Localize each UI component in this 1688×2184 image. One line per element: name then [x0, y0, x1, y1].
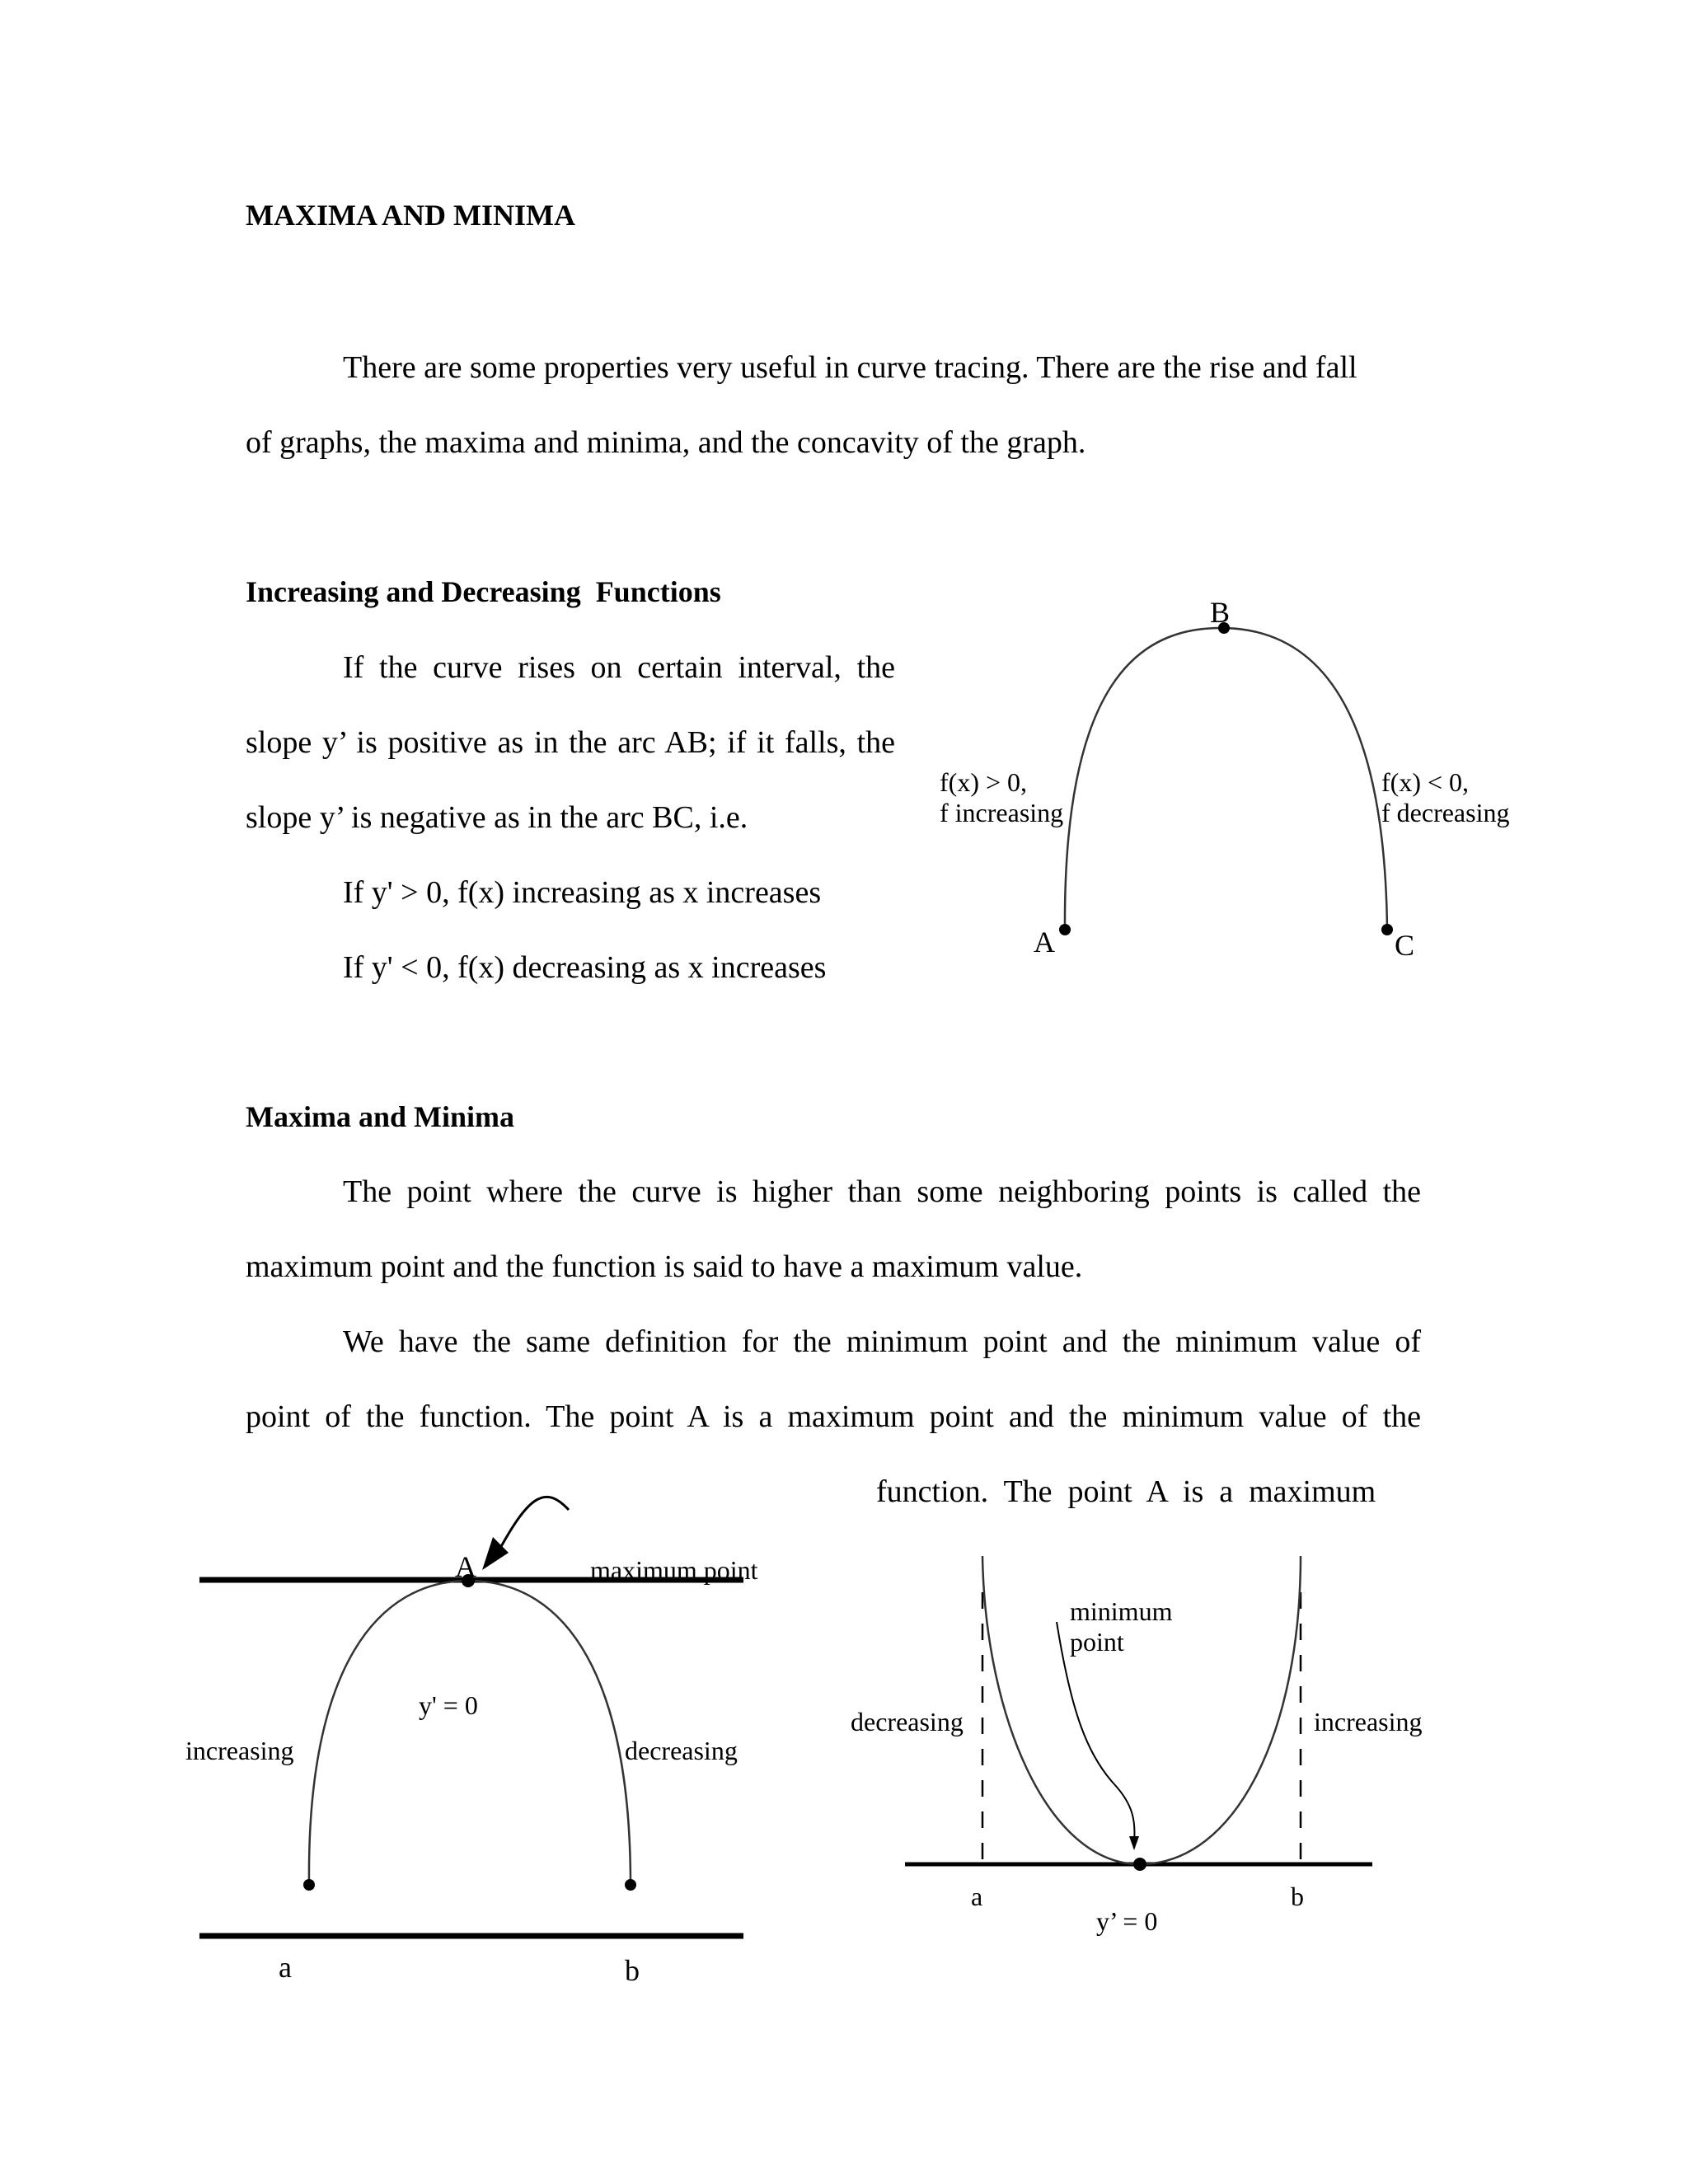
fig1-left-label-line-2: f increasing [940, 798, 1064, 827]
section2-p2-line-3: function. The point A is a maximum [876, 1474, 1376, 1509]
section1-line-2: slope y’ is positive as in the arc AB; if it falls, the [246, 725, 895, 760]
fig2-right-end-dot [625, 1879, 636, 1891]
fig2-label-maximum-point: maximum point [590, 1555, 758, 1585]
rule-positive-slope: If y' > 0, f(x) increasing as x increases [343, 875, 822, 910]
section2-p2-line-1: We have the same definition for the minimum point and the minimum value of [343, 1324, 1421, 1359]
fig3-min-point-dot [1133, 1858, 1146, 1871]
fig1-label-b: B [1210, 596, 1231, 629]
fig3-label-point: point [1070, 1627, 1124, 1657]
fig2-label-slope-zero: y' = 0 [419, 1690, 478, 1720]
fig1-label-a: A [1034, 926, 1055, 958]
intro-line-1: There are some properties very useful in curve tracing. There are the rise and fall [343, 350, 1357, 385]
fig2-left-end-dot [303, 1879, 315, 1891]
section2-p2-line-2: point of the function. The point A is a maximum point and the minimum value of the [246, 1399, 1421, 1434]
fig2-label-decreasing: decreasing [625, 1736, 738, 1765]
rule-negative-slope: If y' < 0, f(x) decreasing as x increases [343, 950, 827, 985]
fig1-left-label-line-1: f(x) > 0, [940, 767, 1028, 797]
fig3-label-x-b: b [1291, 1882, 1304, 1911]
fig2-label-a: A [455, 1550, 476, 1583]
fig1-right-label-line-1: f(x) < 0, [1381, 767, 1470, 797]
fig3-arrow-head [1129, 1836, 1139, 1850]
fig1-point-c-dot [1381, 924, 1393, 935]
fig2-label-x-a: a [279, 1951, 292, 1984]
section1-line-3: slope y’ is negative as in the arc BC, i.e. [246, 800, 748, 835]
fig1-right-label-line-2: f decreasing [1381, 798, 1510, 827]
section1-line-1: If the curve rises on certain interval, the [343, 650, 895, 685]
fig1-arch-diagram [1059, 622, 1393, 935]
intro-line-2: of graphs, the maxima and minima, and the concavity of the graph. [246, 425, 1086, 460]
fig1-label-c: C [1395, 929, 1415, 962]
section-heading-increasing-decreasing: Increasing and Decreasing Functions [246, 575, 721, 608]
section-heading-maxima-minima: Maxima and Minima [246, 1100, 515, 1133]
fig3-label-decreasing: decreasing [851, 1707, 964, 1736]
fig3-label-x-a: a [971, 1882, 983, 1911]
fig2-label-increasing: increasing [185, 1736, 294, 1765]
fig3-label-minimum: minimum [1070, 1596, 1173, 1626]
section2-p1-line-2: maximum point and the function is said to have a maximum value. [246, 1249, 1083, 1284]
fig2-curve [309, 1581, 631, 1885]
section2-p1-line-1: The point where the curve is higher than some neighboring points is called the [343, 1174, 1421, 1209]
page-title: MAXIMA AND MINIMA [246, 199, 575, 232]
fig3-label-slope-zero: y’ = 0 [1096, 1906, 1158, 1936]
fig2-label-x-b: b [625, 1954, 640, 1987]
fig3-label-increasing: increasing [1314, 1707, 1423, 1736]
fig1-point-a-dot [1059, 924, 1071, 935]
fig1-arc-abc [1065, 628, 1387, 930]
